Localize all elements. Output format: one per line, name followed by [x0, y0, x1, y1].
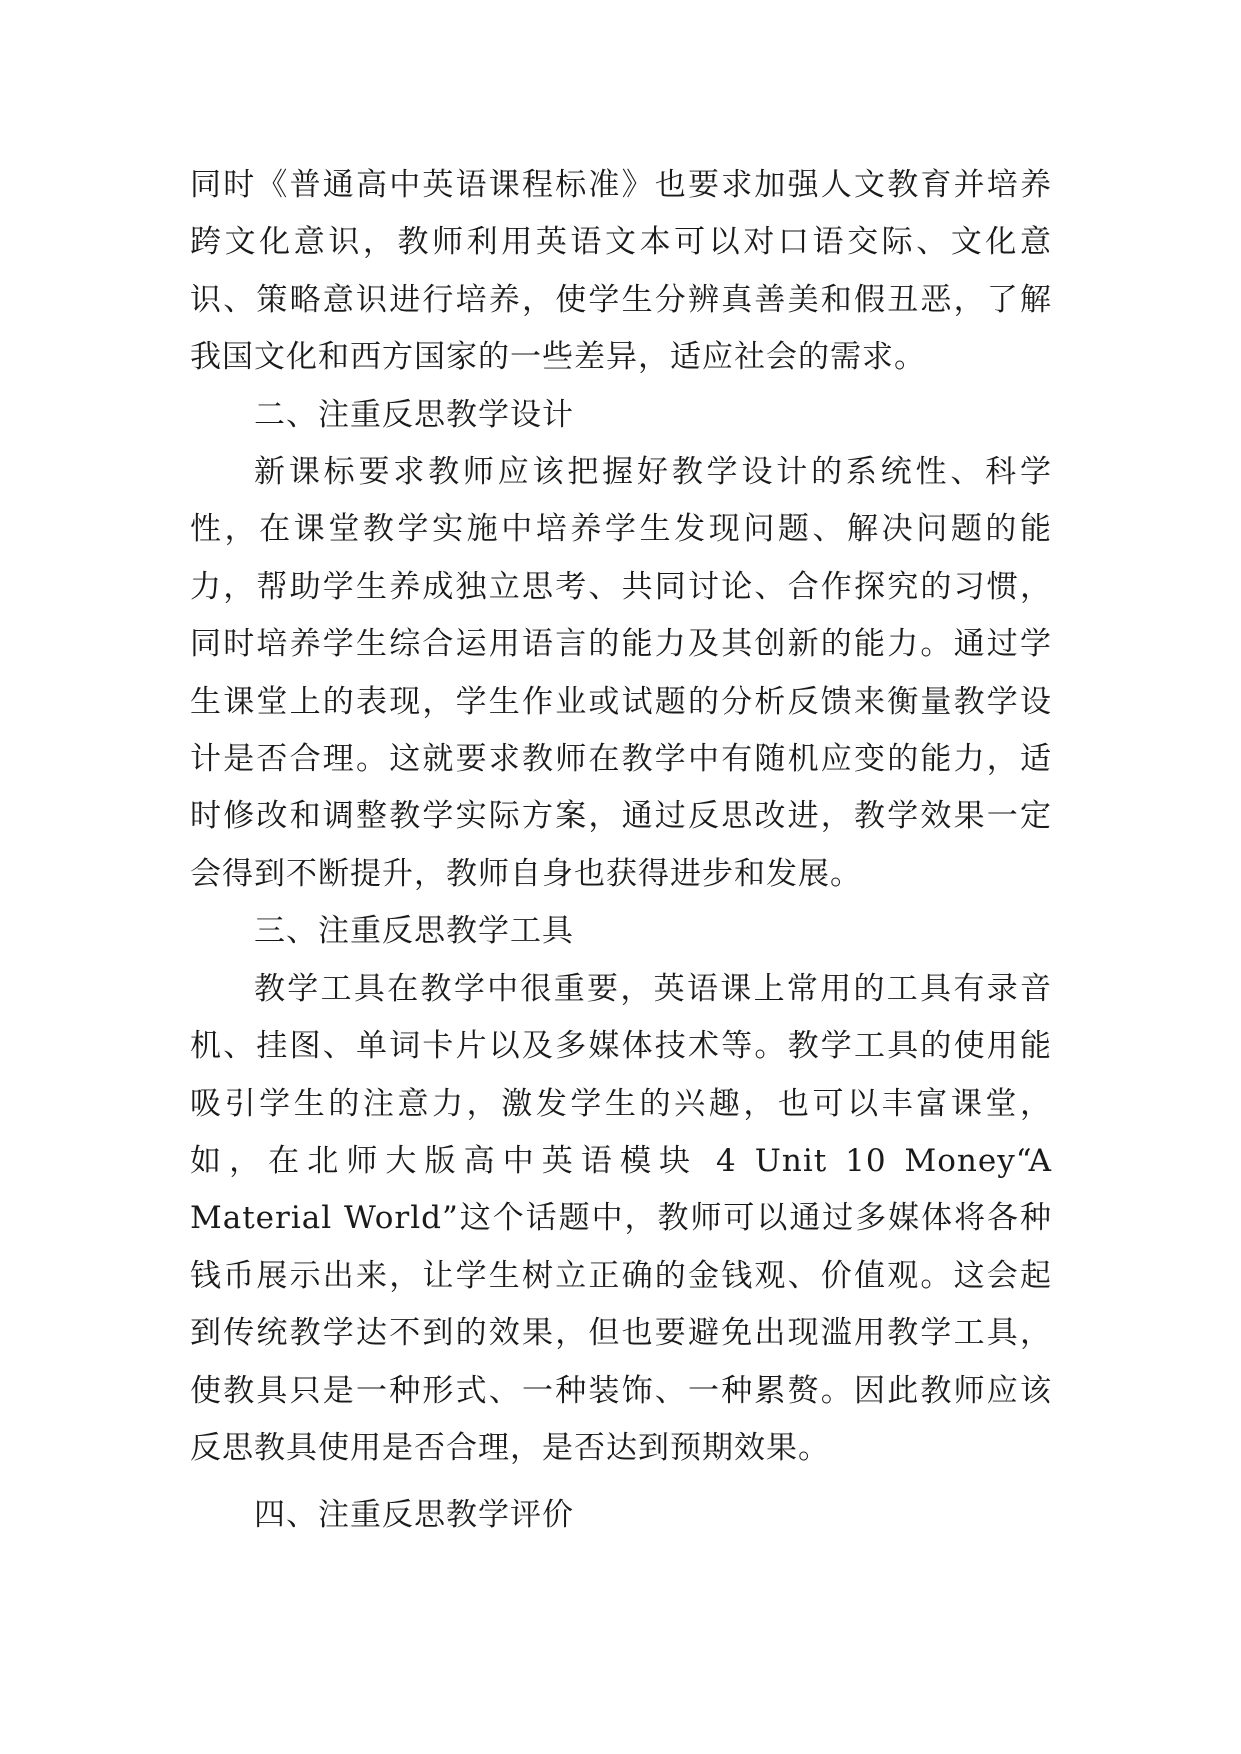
body-paragraph: 同时《普通高中英语课程标准》也要求加强人文教育并培养跨文化意识，教师利用英语文本可以对口语交际、文化意识、策略意识进行培养，使学生分辨真善美和假丑恶，了解我国文化和西方国家的一些差异，适应社会的需求。 [190, 167, 1052, 376]
section-heading: 二、注重反思教学设计 [254, 396, 574, 433]
section-heading: 四、注重反思教学评价 [254, 1497, 574, 1534]
body-paragraph: 新课标要求教师应该把握好教学设计的系统性、科学性，在课堂教学实施中培养学生发现问题、解决问题的能力，帮助学生养成独立思考、共同讨论、合作探究的习惯，同时培养学生综合运用语言的能力及其创新的能力。通过学生课堂上的表现，学生作业或试题的分析反馈来衡量教学设计是否合理。这就要求教师在教学中有随机应变的能力，适时修改和调整教学实际方案，通过反思改进，教学效果一定会得到不断提升，教师自身也获得进步和发展。 [190, 454, 1052, 892]
document-body [190, 157, 1052, 1545]
body-paragraph: 教学工具在教学中很重要，英语课上常用的工具有录音机、挂图、单词卡片以及多媒体技术等。教学工具的使用能吸引学生的注意力，激发学生的兴趣，也可以丰富课堂，如，在北师大版高中英语模块 4 Unit 10 Money“A Material World”这个话题中，教师可以通过多媒体将各种钱币展示出来，让学生树立正确的金钱观、价值观。这会起到传统教学达不到的效果，但也要避免出现滥用教学工具，使教具只是一种形式、一种装饰、一种累赘。因此教师应该反思教具使用是否合理，是否达到预期效果。 [190, 970, 1052, 1466]
section-heading: 三、注重反思教学工具 [254, 913, 574, 950]
